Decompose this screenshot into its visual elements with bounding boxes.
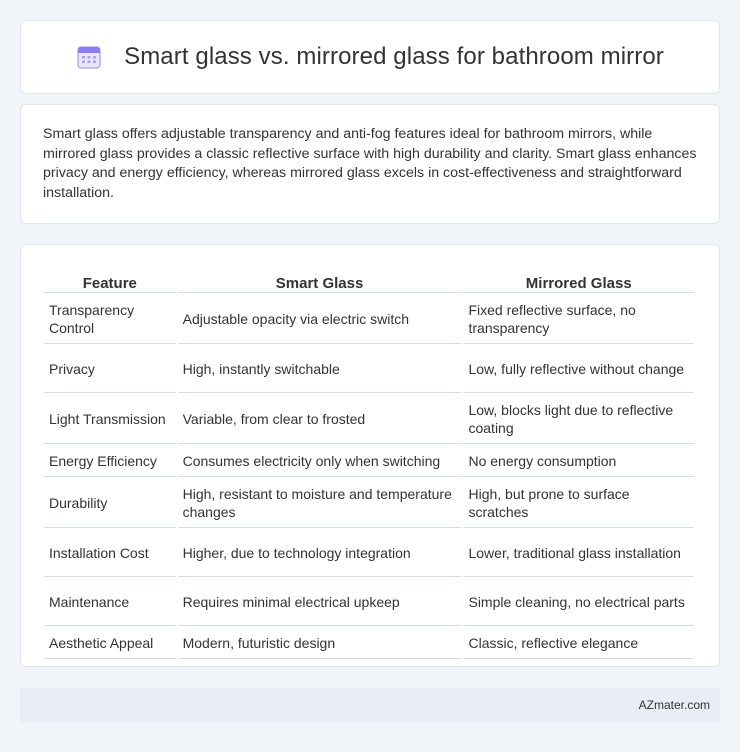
comparison-card: [20, 244, 720, 667]
header-smart-glass: Smart Glass: [178, 269, 462, 293]
intro-card: [20, 104, 720, 224]
smart-glass-cell: Adjustable opacity via electric switch: [178, 295, 462, 344]
mirrored-glass-cell: High, but prone to surface scratches: [463, 479, 694, 528]
mirrored-glass-cell: Low, blocks light due to reflective coating: [463, 395, 694, 444]
table-row: [44, 395, 694, 444]
table-row: [44, 530, 694, 577]
table-row: [44, 346, 694, 393]
feature-cell: Installation Cost: [44, 530, 176, 577]
feature-cell: Durability: [44, 479, 176, 528]
calendar-icon: [76, 44, 102, 70]
mirrored-glass-cell: Classic, reflective elegance: [463, 628, 694, 659]
smart-glass-cell: Higher, due to technology integration: [178, 530, 462, 577]
smart-glass-cell: Modern, futuristic design: [178, 628, 462, 659]
mirrored-glass-cell: Simple cleaning, no electrical parts: [463, 579, 694, 626]
table-row: [44, 628, 694, 659]
header-feature: Feature: [44, 269, 176, 293]
comparison-table: [42, 267, 696, 661]
header-mirrored-glass: Mirrored Glass: [463, 269, 694, 293]
feature-cell: Aesthetic Appeal: [44, 628, 176, 659]
feature-cell: Transparency Control: [44, 295, 176, 344]
page-title: Smart glass vs. mirrored glass for bathroom mirror: [124, 43, 664, 70]
mirrored-glass-cell: Fixed reflective surface, no transparency: [463, 295, 694, 344]
table-header-row: [44, 269, 694, 293]
table-row: [44, 579, 694, 626]
feature-cell: Privacy: [44, 346, 176, 393]
smart-glass-cell: High, instantly switchable: [178, 346, 462, 393]
title-wrap: [76, 43, 664, 71]
smart-glass-cell: High, resistant to moisture and temperature changes: [178, 479, 462, 528]
feature-cell: Light Transmission: [44, 395, 176, 444]
title-card: [20, 20, 720, 94]
table-row: [44, 479, 694, 528]
smart-glass-cell: Variable, from clear to frosted: [178, 395, 462, 444]
footer-site-name: AZmater.com: [638, 698, 710, 712]
footer-bar: [20, 688, 720, 722]
smart-glass-cell: Requires minimal electrical upkeep: [178, 579, 462, 626]
table-row: [44, 295, 694, 344]
mirrored-glass-cell: Low, fully reflective without change: [463, 346, 694, 393]
mirrored-glass-cell: Lower, traditional glass installation: [463, 530, 694, 577]
mirrored-glass-cell: No energy consumption: [463, 446, 694, 477]
intro-paragraph: Smart glass offers adjustable transparency and anti-fog features ideal for bathroom mirrors, while mirrored glass provides a classic reflective surface with high durability and clarity. Smart glass enhances privacy and energy efficiency, whereas mirrored glass excels in cost-effectiveness and straightforward installation.: [43, 126, 697, 201]
table-row: [44, 446, 694, 477]
feature-cell: Energy Efficiency: [44, 446, 176, 477]
smart-glass-cell: Consumes electricity only when switching: [178, 446, 462, 477]
feature-cell: Maintenance: [44, 579, 176, 626]
